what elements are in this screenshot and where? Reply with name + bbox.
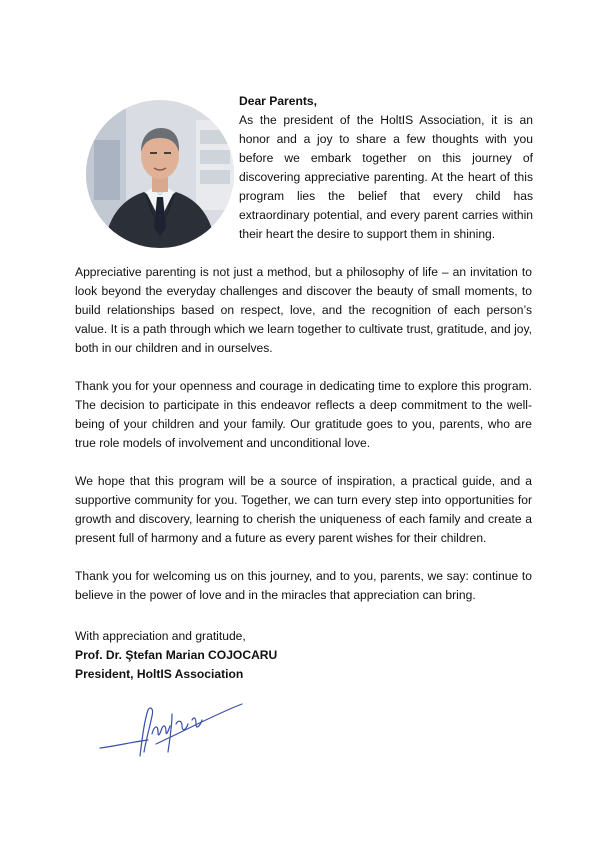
body-paragraph-4: Thank you for welcoming us on this journey, and to you, parents, we say: continue to believe in the power of love and in the miracles that appreciation can bring. (75, 569, 532, 602)
handwritten-signature (96, 696, 246, 776)
body-paragraph-1: Appreciative parenting is not just a method, but a philosophy of life – an invitation to look beyond the everyday challenges and discover the beauty of small moments, to build relationships based on respect, love, and the recognition of each person’s value. It is a path through which we learn together to cultivate trust, gratitude, and joy, both in our children and in ourselves. (75, 265, 532, 355)
closing-block (75, 627, 475, 684)
president-portrait (86, 100, 234, 248)
signer-name: Prof. Dr. Ştefan Marian COJOCARU (75, 648, 278, 662)
intro-paragraph: As the president of the HoltIS Association, it is an honor and a joy to share a few thoughts with you before we embark together on this journey of discovering appreciative parenting. At the heart of this program lies the belief that every child has extraordinary potential, and every parent carries within their heart the desire to support them in shining. (239, 113, 533, 241)
signer-title: President, HoltIS Association (75, 667, 244, 681)
portrait-image (86, 100, 234, 248)
body-paragraph-2: Thank you for your openness and courage in dedicating time to explore this program. The decision to participate in this endeavor reflects a deep commitment to the well-being of your children and your family. Our gratitude goes to you, parents, who are true role models of involvement and unconditional love. (75, 379, 532, 450)
intro-block (239, 92, 533, 244)
letter-body (75, 263, 532, 624)
signature-drawing (96, 696, 246, 776)
body-paragraph-3: We hope that this program will be a source of inspiration, a practical guide, and a supportive community for you. Together, we can turn every step into opportunities for growth and discovery, learning to cherish the uniqueness of each family and create a present full of harmony and a future as every parent wishes for their children. (75, 474, 532, 545)
salutation: Dear Parents, (239, 94, 317, 108)
closing-line: With appreciation and gratitude, (75, 629, 246, 643)
